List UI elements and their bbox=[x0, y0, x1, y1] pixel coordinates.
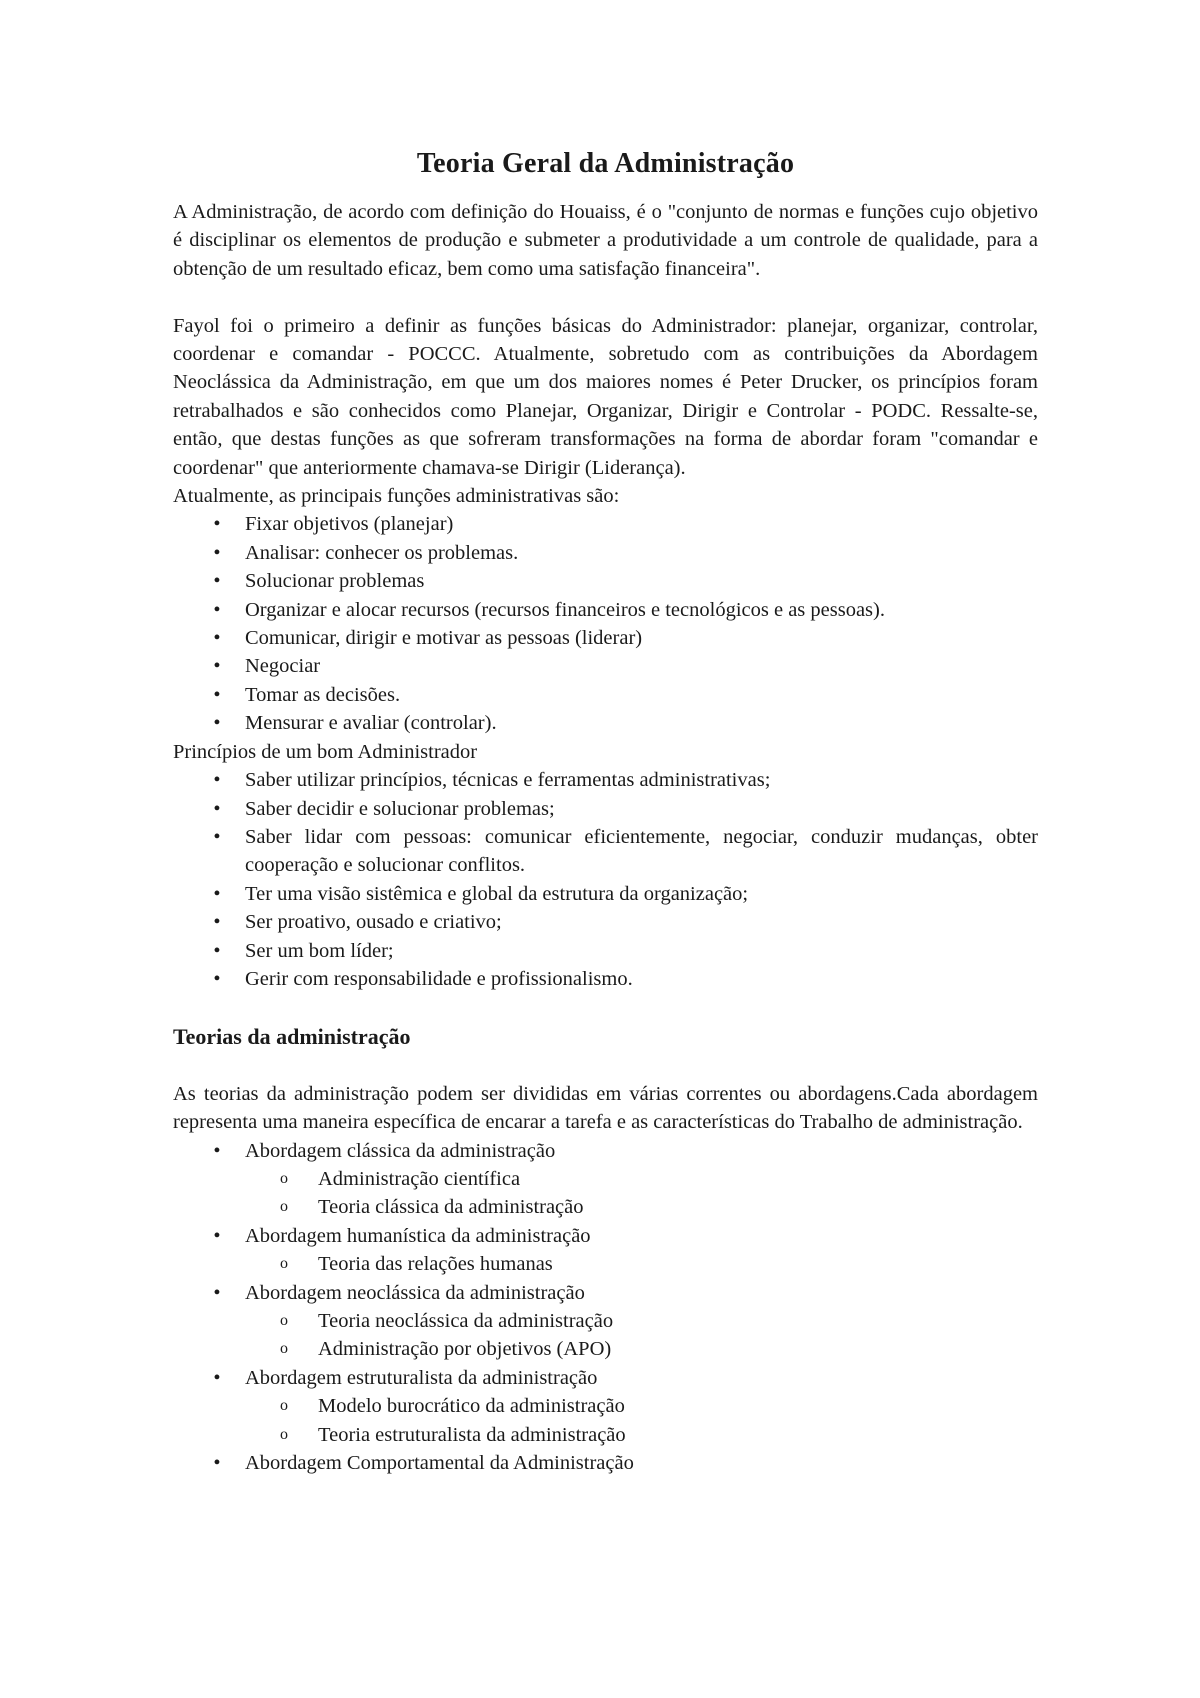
list-item bbox=[173, 709, 1038, 737]
list-item-text: Analisar: conhecer os problemas. bbox=[245, 541, 519, 564]
list-item-text: Abordagem estruturalista da administração bbox=[245, 1366, 598, 1389]
paragraph-spacer bbox=[173, 283, 1038, 311]
list-item-text: Ser proativo, ousado e criativo; bbox=[245, 911, 502, 934]
circle-bullet-icon: o bbox=[280, 1312, 288, 1330]
list-item-text: Comunicar, dirigir e motivar as pessoas (liderar) bbox=[245, 627, 643, 650]
list-item-text: Ser um bom líder; bbox=[245, 939, 394, 962]
sub-list-item-text: Teoria estruturalista da administração bbox=[318, 1423, 626, 1446]
circle-bullet-icon: o bbox=[280, 1255, 288, 1273]
theories-paragraph: As teorias da administração podem ser divididas em várias correntes ou abordagens.Cada abordagem representa uma maneira específica de encarar a tarefa e as características do Trabalho de administração. bbox=[173, 1082, 1038, 1134]
list-item-text: Saber decidir e solucionar problemas; bbox=[245, 797, 555, 820]
bullet-icon: • bbox=[213, 627, 221, 650]
list-item bbox=[173, 1137, 1038, 1165]
list-item bbox=[173, 1449, 1038, 1477]
bullet-icon: • bbox=[213, 797, 221, 820]
bullet-icon: • bbox=[213, 769, 221, 792]
bullet-icon: • bbox=[213, 1452, 221, 1475]
circle-bullet-icon: o bbox=[280, 1198, 288, 1216]
list-item bbox=[173, 908, 1038, 936]
list-item-text: Saber lidar com pessoas: comunicar eficientemente, negociar, conduzir mudanças, obter cooperação e solucionar conflitos. bbox=[245, 825, 1038, 877]
list-item-text: Negociar bbox=[245, 655, 321, 678]
circle-bullet-icon: o bbox=[280, 1169, 288, 1187]
intro-paragraph: A Administração, de acordo com definição do Houaiss, é o "conjunto de normas e funções cujo objetivo é disciplinar os elementos de produção e submeter a produtividade a um controle de qualidade, para a obtenção de um resultado eficaz, bem como uma satisfação financeira". bbox=[173, 201, 1038, 280]
approaches-list bbox=[173, 1449, 1038, 1477]
list-item bbox=[173, 937, 1038, 965]
list-item-text: Solucionar problemas bbox=[245, 570, 425, 593]
list-item-text: Mensurar e avaliar (controlar). bbox=[245, 712, 497, 735]
list-item-text: Gerir com responsabilidade e profissionalismo. bbox=[245, 967, 633, 990]
bullet-icon: • bbox=[213, 683, 221, 706]
list-item-text: Ter uma visão sistêmica e global da estrutura da organização; bbox=[245, 882, 749, 905]
bullet-icon: • bbox=[213, 513, 221, 536]
sub-list bbox=[173, 1392, 1038, 1449]
list-item-text: Abordagem Comportamental da Administração bbox=[245, 1452, 634, 1475]
functions-intro: Atualmente, as principais funções administrativas são: bbox=[173, 485, 620, 508]
list-item-text: Organizar e alocar recursos (recursos financeiros e tecnológicos e as pessoas). bbox=[245, 598, 885, 621]
list-item-text: Abordagem neoclássica da administração bbox=[245, 1281, 585, 1304]
approaches-list bbox=[173, 1279, 1038, 1307]
list-item bbox=[173, 823, 1038, 880]
sub-list-item bbox=[173, 1421, 1038, 1449]
sub-list-item-text: Teoria das relações humanas bbox=[318, 1253, 553, 1276]
section-heading: Teorias da administração bbox=[173, 1024, 411, 1050]
list-item bbox=[173, 652, 1038, 680]
approaches-list bbox=[173, 1222, 1038, 1250]
bullet-icon: • bbox=[213, 655, 221, 678]
sub-list-item bbox=[173, 1392, 1038, 1420]
fayol-paragraph: Fayol foi o primeiro a definir as funções básicas do Administrador: planejar, organizar, controlar, coordenar e comandar - POCCC. Atualmente, sobretudo com as contribuições da Abordagem Neoclássica da Administração, em que um dos maiores nomes é Peter Drucker, os princípios foram retrabalhados e são conhecidos como Planejar, Organizar, Dirigir e Controlar - PODC. Ressalte-se, então, que destas funções as que sofreram transformações na forma de abordar foram "comandar e coordenar" que anteriormente chamava-se Dirigir (Liderança). bbox=[173, 314, 1038, 479]
sub-list-item-text: Modelo burocrático da administração bbox=[318, 1395, 625, 1418]
sub-list-item-text: Administração por objetivos (APO) bbox=[318, 1338, 612, 1361]
sub-list-item bbox=[173, 1307, 1038, 1335]
document-title: Teoria Geral da Administração bbox=[416, 148, 795, 179]
bullet-icon: • bbox=[213, 882, 221, 905]
approaches-list bbox=[173, 1364, 1038, 1392]
list-item bbox=[173, 624, 1038, 652]
list-item-text: Tomar as decisões. bbox=[245, 683, 401, 706]
bullet-icon: • bbox=[213, 967, 221, 990]
bullet-icon: • bbox=[213, 939, 221, 962]
list-item-text: Abordagem humanística da administração bbox=[245, 1224, 591, 1247]
circle-bullet-icon: o bbox=[280, 1425, 288, 1443]
bullet-icon: • bbox=[213, 1366, 221, 1389]
sub-list-item bbox=[173, 1165, 1038, 1193]
list-item-text: Fixar objetivos (planejar) bbox=[245, 513, 454, 536]
circle-bullet-icon: o bbox=[280, 1340, 288, 1358]
sub-list-item bbox=[173, 1335, 1038, 1363]
sub-list-item bbox=[173, 1193, 1038, 1221]
list-item bbox=[173, 1279, 1038, 1307]
sub-list-item-text: Teoria clássica da administração bbox=[318, 1196, 584, 1219]
sub-list bbox=[173, 1165, 1038, 1222]
bullet-icon: • bbox=[213, 570, 221, 593]
sub-list-item bbox=[173, 1250, 1038, 1278]
document-page bbox=[173, 140, 1038, 1477]
list-item bbox=[173, 567, 1038, 595]
principles-list bbox=[173, 766, 1038, 993]
list-item-text: Saber utilizar princípios, técnicas e ferramentas administrativas; bbox=[245, 769, 771, 792]
principles-intro: Princípios de um bom Administrador bbox=[173, 740, 478, 763]
list-item bbox=[173, 965, 1038, 993]
list-item bbox=[173, 539, 1038, 567]
list-item bbox=[173, 681, 1038, 709]
functions-list bbox=[173, 510, 1038, 737]
sub-list-item-text: Teoria neoclássica da administração bbox=[318, 1310, 614, 1333]
bullet-icon: • bbox=[213, 911, 221, 934]
list-item bbox=[173, 795, 1038, 823]
approaches-list bbox=[173, 1137, 1038, 1165]
sub-list bbox=[173, 1250, 1038, 1278]
list-item bbox=[173, 1364, 1038, 1392]
list-item bbox=[173, 510, 1038, 538]
list-item bbox=[173, 880, 1038, 908]
list-item-text: Abordagem clássica da administração bbox=[245, 1139, 556, 1162]
list-item bbox=[173, 766, 1038, 794]
bullet-icon: • bbox=[213, 712, 221, 735]
list-item bbox=[173, 596, 1038, 624]
list-item bbox=[173, 1222, 1038, 1250]
bullet-icon: • bbox=[213, 541, 221, 564]
sub-list bbox=[173, 1307, 1038, 1364]
circle-bullet-icon: o bbox=[280, 1397, 288, 1415]
bullet-icon: • bbox=[213, 598, 221, 621]
sub-list-item-text: Administração científica bbox=[318, 1167, 521, 1190]
bullet-icon: • bbox=[213, 1139, 221, 1162]
bullet-icon: • bbox=[213, 1224, 221, 1247]
bullet-icon: • bbox=[213, 1281, 221, 1304]
bullet-icon: • bbox=[213, 825, 221, 848]
